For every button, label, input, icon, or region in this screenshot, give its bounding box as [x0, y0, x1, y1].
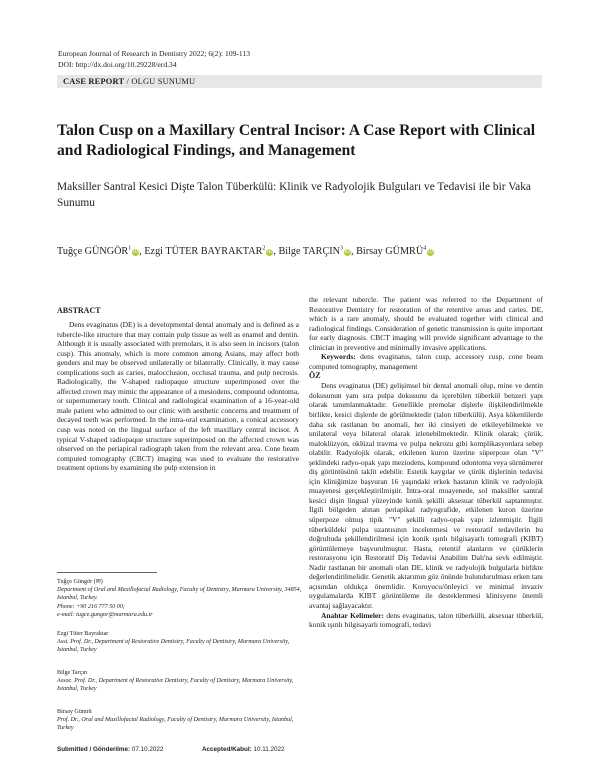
article-type-en: CASE REPORT	[63, 77, 125, 86]
keywords-label: Keywords:	[321, 352, 356, 362]
affiliation-detail: Prof. Dr., Oral and Maxillofacial Radiology, Faculty of Dentistry, Marmara University, Istanbul, Turkey	[57, 717, 294, 732]
author-affiliation-number: 3	[340, 245, 344, 252]
affiliation-phone: Phone: +90 216 777 50 00;	[57, 603, 125, 610]
keywords-tr	[309, 611, 543, 630]
oz-body: Dens evaginatus (DE) gelişimsel bir dental anomali olup, mine ve dentin dokusunun yanı sıra pulpa dokusunu da içerebilen tüberkül benzeri yapı olarak tanımlanmaktadır. Genellikle premolar dişlerle ilişkilendirilmekle birlikte, kesici dişlerde de görülmektedir (talon tüberkülü). Asya kökenlilerde daha sık rastlanan bu anomali, her iki cinsiyeti de etkileyebilmekte ve unilateral veya bilateral olarak izlenebilmektedir. Klinik olarak; çürük, maloklüzyon, oklüzal travma ve pulpa nekrozu gibi komplikasyonlara sebep olabilir. Radyolojik olarak, etkilenen kuron üzerine süperpoze olan "V" şeklindeki radyo-opak yapı meziodens, kompound odontoma veya sürnümerer diş görüntüsünü taklit edebilir. Estetik kaygılar ve çürük dişlerinin tedavisi için kliniğimize başvuran 16 yaşındaki erkek hastanın klinik ve radyolojik muayenesi gerçekleştirilmiştir. İntra-oral muayenede, sol maksiller santral kesici dişin lingual yüzeyinde konik şekilli aksesuar tüberkül saptanmıştır. İlgili bölgeden alınan periapikal radyografide, etkilenen kuron üzerine süperpoze olmuş tipik "V" şekilli radyo-opak yapı izlenmiştir. İlgili tüberküldeki pulpa uzantısının incelenmesi ve restoratif tedavilerin bu doğrultuda şekillendirilmesi için konik ışınlı bilgisayarlı tomografi (KIBT) görüntülemeye başvurulmuştur. Hasta, retentif alanların ve çürüklerin restorasyonu için Restoratif Diş Tedavisi Anabilim Dalı'na sevk edilmiştir. Nadir rastlanan bir anomali olan DE, klinik ve radyolojik bulgularla birlikte değerlendirilmelidir. Genetik aktarımın göz önünde bulundurulması erken tanı açısından oldukça önemlidir. Koruyucu/önleyici ve minimal invaziv uygulamalarda KIBT görüntüleme ile desteklenmesi klinisyene önemli avantaj sağlayacaktır.	[309, 381, 543, 610]
abstract-continuation-section	[309, 295, 543, 630]
affiliation-item	[57, 669, 305, 694]
oz-heading: ÖZ	[309, 371, 321, 381]
doi-link[interactable]: DOI: http://dx.doi.org/10.29228/erd.34	[58, 60, 177, 69]
abstract-heading: ABSTRACT	[57, 306, 101, 315]
affiliation-item	[57, 630, 305, 655]
article-type-tr: OLGU SUNUMU	[131, 77, 196, 86]
article-type-separator: /	[124, 77, 132, 86]
orcid-icon[interactable]: iD	[344, 249, 351, 255]
abstract-body: Dens evaginatus (DE) is a developmental dental anomaly and is defined as a tubercle-like structure that may contain pulp tissue as well as enamel and dentin. Although it is usually associated with premolars, it is also seen in incisors (talon cusp). This anomaly, which is more common among Asians, may affect both genders and may be observed unilaterally or bilaterally. Clinically, it may cause complications such as caries, malocclusion, occlusal trauma, and pulp necrosis. Radiologically, the V-shaped radiopaque structure superimposed over the affected crown may mimic the appearance of a mesiodens, compound odontoma, or supernumerary tooth. Clinical and radiological examination of a 16-year-old male patient who admitted to our clinic with aesthetic concerns and treatment of decayed teeth was performed. In the intra-oral examination, a conical accessory cusp was noted on the lingual surface of the left maxillary central incisor. A typical V-shaped radiopaque structure superimposed on the affected crown was observed on the periapical radiograph taken from the relevant area. Cone beam computed tomography (CBCT) imaging was used to evaluate the restorative treatment options by examining the pulp extension in	[57, 320, 299, 473]
affiliation-email[interactable]: e-mail: tugce.gungor@marmara.edu.tr	[57, 611, 153, 618]
author-affiliation-number: 1	[128, 245, 132, 252]
affiliation-detail: Asst. Prof. Dr., Department of Restorative Dentistry, Faculty of Dentistry, Marmara University, Istanbul, Turkey	[57, 639, 290, 654]
author-name: Tuğçe GÜNGÖR	[57, 246, 129, 257]
author-name: Ezgi TÜTER BAYRAKTAR	[144, 246, 263, 257]
author-name: Birsay GÜMRÜ	[356, 246, 424, 257]
article-title: Talon Cusp on a Maxillary Central Incisor: A Case Report with Clinical and Radiological Findings, and Management	[57, 122, 536, 159]
submitted-date	[57, 746, 163, 753]
orcid-icon[interactable]: iD	[267, 249, 273, 255]
footnote-divider	[57, 572, 157, 573]
author-affiliation-number: 2	[262, 245, 266, 252]
affiliation-detail: Department of Oral and Maxillofacial Radiology, Faculty of Dentistry, Marmara University, 34854, Istanbul, Turkey.	[57, 587, 302, 602]
abstract-section	[57, 306, 299, 473]
accepted-date	[202, 746, 285, 754]
affiliation-name: Bilge Tarçın	[57, 670, 88, 676]
submitted-value: 07.10.2022	[130, 746, 164, 753]
submitted-label: Submitted / Gönderilme:	[57, 746, 131, 753]
anahtar-kelimeler-label: Anahtar Kelimeler:	[321, 610, 384, 620]
affiliation-name: Tuğçe Güngör (✉)	[57, 579, 103, 585]
article-subtitle: Maksiller Santral Kesici Dişte Talon Tüberkülü: Klinik ve Radyolojik Bulguları ve Tedavisi ile bir Vaka Sunumu	[57, 181, 531, 209]
affiliation-item	[57, 708, 305, 733]
submission-dates	[57, 746, 307, 754]
keywords-text: dens evaginatus, talon cusp, accessory cusp, cone beam computed tomography, management	[309, 352, 543, 371]
article-type-label	[63, 77, 195, 87]
orcid-icon[interactable]: iD	[133, 249, 139, 255]
accepted-value: 10.11.2022	[251, 746, 285, 753]
keywords-en	[309, 352, 543, 371]
abstract-body-continued: the relevant tubercle. The patient was referred to the Department of Restorative Dentistry for restoration of the retentive areas and caries. DE, which is a rare anomaly, should be evaluated together with clinical and radiological findings. Consideration of genetic transmission is quite important for early diagnosis. CBCT imaging will provide significant advantage to the clinician in preventive and minimally invasive applications.	[309, 295, 543, 352]
author-name: Bilge TARÇIN	[278, 246, 341, 257]
author-affiliation-number: 4	[423, 245, 427, 252]
affiliation-name: Birsay Gümrü	[57, 709, 92, 715]
orcid-icon[interactable]: iD	[428, 249, 434, 255]
affiliation-detail: Assoc. Prof. Dr., Department of Restorative Dentistry, Faculty of Dentistry, Marmara University, Istanbul, Turkey	[57, 678, 294, 693]
author-list: Tuğçe GÜNGÖR$^1$iD, Ezgi TÜTER BAYRAKTAR$^2$iD, Bilge TARÇIN$^3$iD, Birsay GÜMRÜ$^4$iD	[57, 245, 434, 257]
accepted-label: Accepted/Kabul:	[202, 746, 252, 753]
journal-citation: European Journal of Research in Dentistry 2022; 6(2): 109-113	[58, 49, 251, 58]
affiliation-name: Ezgi Tüter Bayraktar	[57, 631, 109, 637]
anahtar-kelimeler-text: dens evaginatus, talon tüberkülü, aksesuar tüberkül, konik ışınlı bilgisayarlı tomografi, tedavi	[309, 610, 543, 630]
affiliation-corresponding	[57, 578, 305, 619]
